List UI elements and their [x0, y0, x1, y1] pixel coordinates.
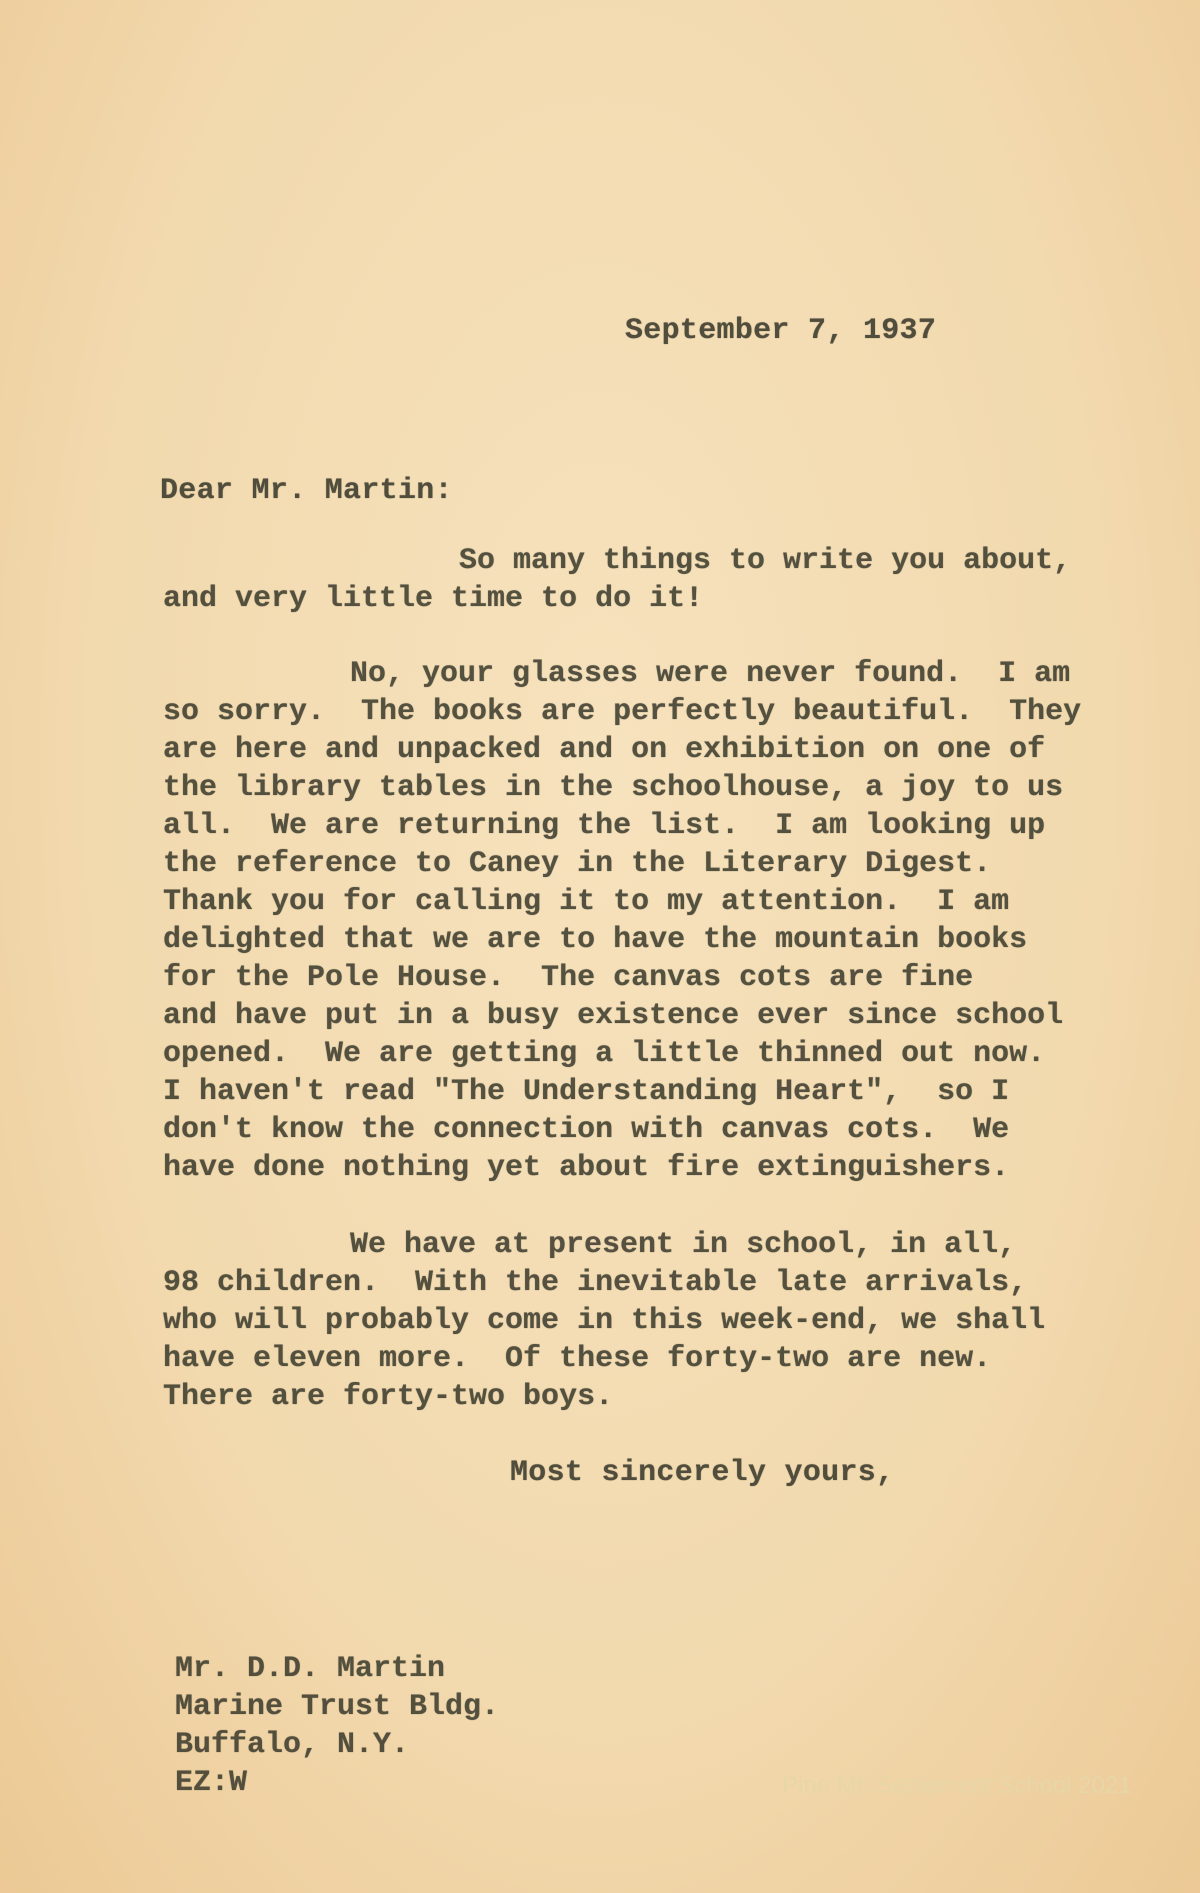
- line: I haven't read "The Understanding Heart", so I: [163, 1075, 1010, 1109]
- line: the reference to Caney in the Literary Digest.: [163, 847, 992, 881]
- line: are here and unpacked and on exhibition on one of: [163, 733, 1046, 767]
- line: delighted that we are to have the mountain books: [163, 923, 1028, 957]
- paragraph-1: [163, 542, 1071, 618]
- closing: Most sincerely yours,: [510, 1456, 895, 1490]
- letter-date: September 7, 1937: [625, 314, 937, 348]
- line: Thank you for calling it to my attention. I am: [163, 885, 1010, 919]
- address-line: Marine Trust Bldg.: [175, 1690, 500, 1724]
- line: so sorry. The books are perfectly beautiful. They: [163, 695, 1082, 729]
- line: the library tables in the schoolhouse, a joy to us: [163, 771, 1064, 805]
- line: don't know the connection with canvas cots. We: [163, 1113, 1010, 1147]
- line: have done nothing yet about fire extinguishers.: [163, 1151, 1010, 1185]
- line: and have put in a busy existence ever since school: [163, 999, 1064, 1033]
- line: opened. We are getting a little thinned out now.: [163, 1037, 1046, 1071]
- line: So many things to write you about,: [459, 544, 1072, 578]
- line: There are forty-two boys.: [163, 1380, 614, 1414]
- address-line: EZ:W: [175, 1766, 248, 1800]
- paragraph-2: [163, 655, 1081, 1187]
- line: No, your glasses were never found. I am: [350, 657, 1071, 691]
- address-line: Buffalo, N.Y.: [175, 1728, 410, 1762]
- line: 98 children. With the inevitable late arrivals,: [163, 1266, 1028, 1300]
- address-line: Mr. D.D. Martin: [175, 1652, 446, 1686]
- line: We have at present in school, in all,: [350, 1228, 1017, 1262]
- line: have eleven more. Of these forty-two are new.: [163, 1342, 992, 1376]
- line: for the Pole House. The canvas cots are fine: [163, 961, 974, 995]
- watermark: Pine Mt. Settlement School 2021: [782, 1772, 1132, 1799]
- paragraph-3: [163, 1226, 1045, 1416]
- line: all. We are returning the list. I am looking up: [163, 809, 1046, 843]
- line: who will probably come in this week-end, we shall: [163, 1304, 1046, 1338]
- salutation: Dear Mr. Martin:: [160, 474, 453, 508]
- line: and very little time to do it!: [163, 582, 704, 616]
- recipient-address: [175, 1650, 499, 1802]
